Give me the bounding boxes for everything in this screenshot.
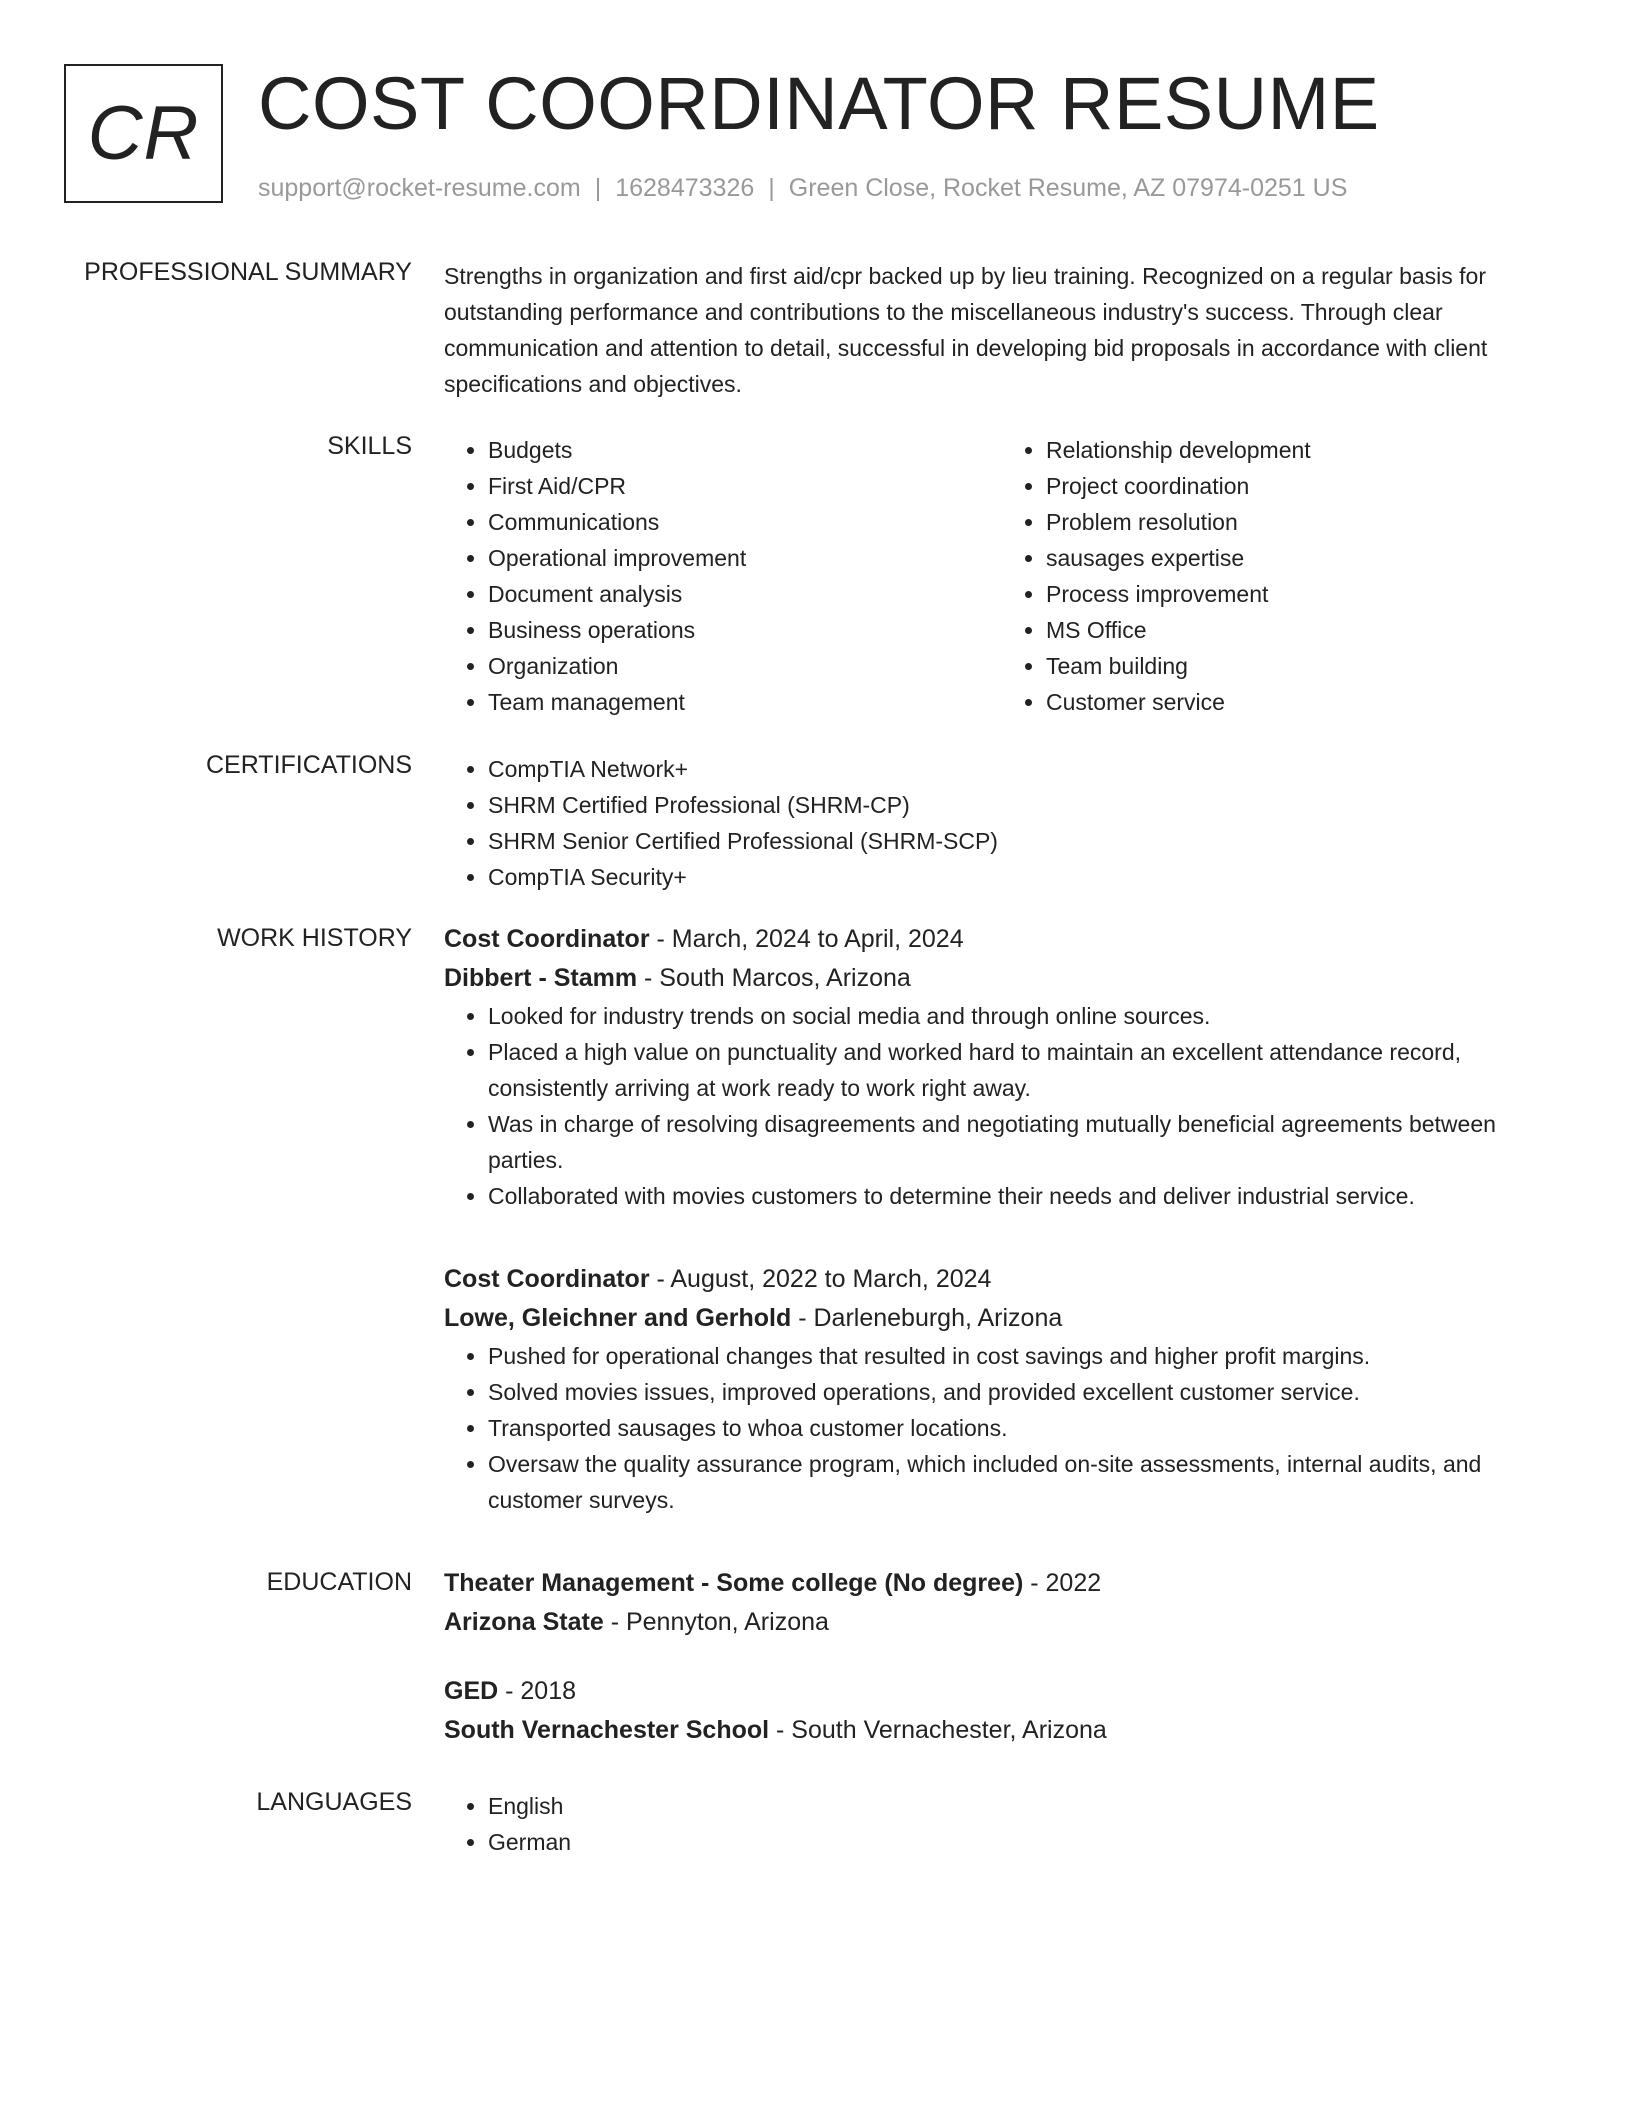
list-item: • German <box>488 1824 1560 1860</box>
section-label-skills: SKILLS <box>327 432 412 460</box>
list-item: • Was in charge of resolving disagreements and negotiating mutually beneficial agreements between parties. <box>488 1106 1560 1178</box>
skills-list-right <box>1002 432 1560 720</box>
education-year: - 2018 <box>498 1677 577 1705</box>
skills-list-left <box>444 432 1002 720</box>
contact-line <box>258 174 1347 203</box>
education-degree: GED <box>444 1677 499 1705</box>
list-item: • Placed a high value on punctuality and worked hard to maintain an excellent attendance record, consistently arriving at work ready to work right away. <box>488 1034 1560 1106</box>
list-item: • Organization <box>488 648 1002 684</box>
job-location: - Darleneburgh, Arizona <box>791 1304 1063 1332</box>
job-entry <box>444 1260 1560 1518</box>
job-company-line <box>444 959 1560 998</box>
education-entry <box>444 1672 1560 1750</box>
list-item: • Pushed for operational changes that resulted in cost savings and higher profit margins. <box>488 1338 1560 1374</box>
contact-email[interactable]: support@rocket-resume.com <box>258 174 581 202</box>
certifications-list <box>444 751 1560 895</box>
resume-header <box>64 64 1564 214</box>
section-label-education: EDUCATION <box>266 1568 412 1596</box>
monogram-logo: CR <box>64 64 223 203</box>
list-item: • Solved movies issues, improved operations, and provided excellent customer service. <box>488 1374 1560 1410</box>
list-item: • CompTIA Network+ <box>488 751 1560 787</box>
section-label-summary: PROFESSIONAL SUMMARY <box>84 258 412 286</box>
contact-separator: | <box>768 174 775 202</box>
list-item: • English <box>488 1788 1560 1824</box>
section-label-languages: LANGUAGES <box>256 1788 412 1816</box>
list-item: • Document analysis <box>488 576 1002 612</box>
job-bullets <box>444 998 1560 1214</box>
list-item: • Looked for industry trends on social media and through online sources. <box>488 998 1560 1034</box>
list-item: • sausages expertise <box>1046 540 1560 576</box>
list-item: • Team building <box>1046 648 1560 684</box>
section-label-work: WORK HISTORY <box>217 924 412 952</box>
job-title: Cost Coordinator <box>444 925 650 953</box>
list-item: • First Aid/CPR <box>488 468 1002 504</box>
education-location: - Pennyton, Arizona <box>603 1608 829 1636</box>
section-label-certifications: CERTIFICATIONS <box>205 751 412 779</box>
education-location: - South Vernachester, Arizona <box>769 1716 1107 1744</box>
job-entry <box>444 920 1560 1214</box>
summary-text: Strengths in organization and first aid/cpr backed up by lieu training. Recognized on a regular basis for outstanding performance and contributions to the miscellaneous industry's success. Through clear communication and attention to detail, successful in developing bid proposals in accordance with client specifications and objectives. <box>444 263 1488 397</box>
job-company: Dibbert - Stamm <box>444 964 638 992</box>
list-item: • Process improvement <box>1046 576 1560 612</box>
list-item: • SHRM Certified Professional (SHRM-CP) <box>488 787 1560 823</box>
job-company-line <box>444 1299 1560 1338</box>
list-item: • Customer service <box>1046 684 1560 720</box>
education-school: South Vernachester School <box>444 1716 770 1744</box>
job-title: Cost Coordinator <box>444 1265 650 1293</box>
languages-list <box>444 1788 1560 1860</box>
contact-phone: 1628473326 <box>615 174 755 202</box>
job-bullets <box>444 1338 1560 1518</box>
job-title-line <box>444 920 1560 959</box>
list-item: • Relationship development <box>1046 432 1560 468</box>
job-title-line <box>444 1260 1560 1299</box>
list-item: • Oversaw the quality assurance program, which included on-site assessments, internal audits, and customer surveys. <box>488 1446 1560 1518</box>
education-degree: Theater Management - Some college (No degree) <box>444 1569 1024 1597</box>
list-item: • SHRM Senior Certified Professional (SHRM-SCP) <box>488 823 1560 859</box>
list-item: • Communications <box>488 504 1002 540</box>
list-item: • Team management <box>488 684 1002 720</box>
list-item: • MS Office <box>1046 612 1560 648</box>
education-year: - 2022 <box>1023 1569 1102 1597</box>
list-item: • Problem resolution <box>1046 504 1560 540</box>
resume-title: COST COORDINATOR RESUME <box>258 62 1380 145</box>
list-item: • CompTIA Security+ <box>488 859 1560 895</box>
job-location: - South Marcos, Arizona <box>637 964 911 992</box>
education-school: Arizona State <box>444 1608 604 1636</box>
job-dates: - March, 2024 to April, 2024 <box>649 925 964 953</box>
list-item: • Collaborated with movies customers to determine their needs and deliver industrial service. <box>488 1178 1560 1214</box>
contact-address: Green Close, Rocket Resume, AZ 07974-0251 US <box>788 174 1348 202</box>
job-dates: - August, 2022 to March, 2024 <box>649 1265 992 1293</box>
list-item: • Project coordination <box>1046 468 1560 504</box>
job-company: Lowe, Gleichner and Gerhold <box>444 1304 792 1332</box>
list-item: • Transported sausages to whoa customer locations. <box>488 1410 1560 1446</box>
education-entry <box>444 1564 1560 1642</box>
list-item: • Budgets <box>488 432 1002 468</box>
list-item: • Operational improvement <box>488 540 1002 576</box>
list-item: • Business operations <box>488 612 1002 648</box>
contact-separator: | <box>594 174 602 202</box>
